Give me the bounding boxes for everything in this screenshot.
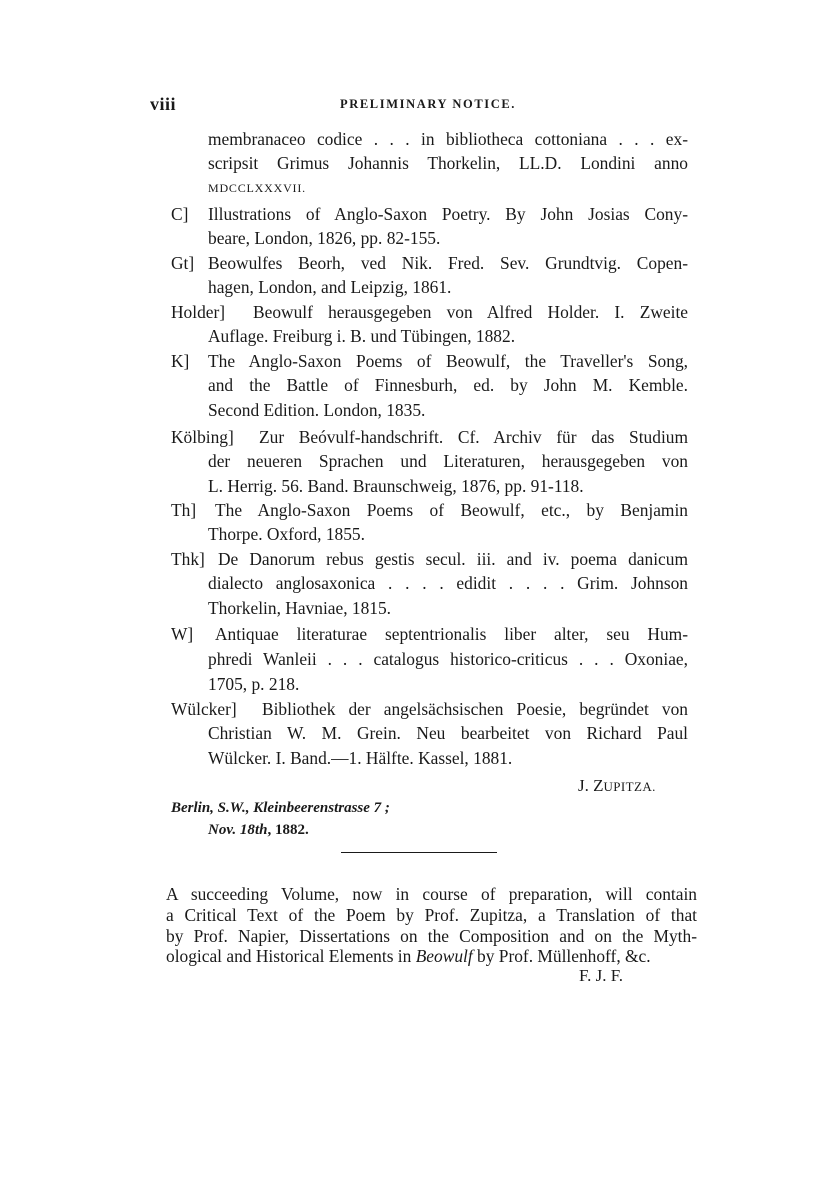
- entry-c-line-2: beare, London, 1826, pp. 82-155.: [208, 228, 441, 248]
- note-line-3: by Prof. Napier, Dissertations on the Composition and on the Myth-: [166, 926, 697, 946]
- entry-k-line-1: The Anglo-Saxon Poems of Beowulf, the Traveller's Song,: [208, 351, 688, 371]
- signature-initial: J. Z: [578, 776, 604, 795]
- entry-holder-line-2: Auflage. Freiburg i. B. und Tübingen, 1882.: [208, 326, 516, 346]
- section-divider: [341, 852, 497, 853]
- entry-thk-line-3: Thorkelin, Havniae, 1815.: [208, 598, 392, 618]
- page-number: viii: [150, 94, 177, 114]
- entry-th-line-1: The Anglo-Saxon Poems of Beowulf, etc., by Benjamin: [215, 500, 688, 520]
- entry-k-line-3: Second Edition. London, 1835.: [208, 400, 426, 420]
- note-line-4-end: by Prof. Müllenhoff, &c.: [472, 946, 651, 966]
- continuation-line-2: scripsit Grimus Johannis Thorkelin, LL.D. Londini anno: [208, 153, 688, 173]
- continuation-line-1: membranaceo codice . . . in bibliotheca cottoniana . . . ex-: [208, 129, 688, 149]
- entry-tag: C]: [171, 204, 189, 224]
- entry-wulcker-line-3: Wülcker. I. Band.—1. Hälfte. Kassel, 1881.: [208, 748, 513, 768]
- entry-holder-line-1: Beowulf herausgegeben von Alfred Holder. I. Zweite: [253, 302, 688, 322]
- entry-thk-line-2: dialecto anglosaxonica . . . . edidit . . . . Grim. Johnson: [208, 573, 688, 593]
- entry-w-line-3: 1705, p. 218.: [208, 674, 300, 694]
- note-line-1: A succeeding Volume, now in course of preparation, will contain: [166, 884, 697, 904]
- entry-tag: K]: [171, 351, 190, 371]
- entry-th-line-2: Thorpe. Oxford, 1855.: [208, 524, 365, 544]
- date-line: [208, 822, 309, 839]
- continuation-line-3: MDCCLXXXVII.: [208, 181, 306, 195]
- entry-thk-line-1: De Danorum rebus gestis secul. iii. and iv. poema danicum: [218, 549, 688, 569]
- entry-tag: Th]: [171, 500, 197, 520]
- date-year: , 1882.: [267, 822, 309, 838]
- entry-gt-line-2: hagen, London, and Leipzig, 1861.: [208, 277, 452, 297]
- note-initials: F. J. F.: [579, 966, 624, 985]
- entry-tag: Thk]: [171, 549, 205, 569]
- entry-wulcker-line-1: Bibliothek der angelsächsischen Poesie, begründet von: [262, 699, 688, 719]
- entry-tag: Gt]: [171, 253, 195, 273]
- place-line: Berlin, S.W., Kleinbeerenstrasse 7 ;: [171, 800, 390, 816]
- entry-gt-line-1: Beowulfes Beorh, ved Nik. Fred. Sev. Grundtvig. Copen-: [208, 253, 688, 273]
- entry-tag: Holder]: [171, 302, 226, 322]
- entry-k-line-2: and the Battle of Finnesburh, ed. by John M. Kemble.: [208, 375, 688, 395]
- entry-tag: Kölbing]: [171, 427, 234, 447]
- signature: [578, 776, 656, 796]
- signature-surname: UPITZA.: [603, 779, 656, 794]
- note-line-2: a Critical Text of the Poem by Prof. Zupitza, a Translation of that: [166, 905, 697, 925]
- entry-tag: W]: [171, 624, 194, 644]
- entry-wulcker-line-2: Christian W. M. Grein. Neu bearbeitet von Richard Paul: [208, 723, 688, 743]
- entry-kolbing-line-3: L. Herrig. 56. Band. Braunschweig, 1876, pp. 91-118.: [208, 476, 584, 496]
- entry-c-line-1: Illustrations of Anglo-Saxon Poetry. By John Josias Cony-: [208, 204, 688, 224]
- note-line-4: [166, 946, 651, 967]
- running-title: PRELIMINARY NOTICE.: [340, 97, 517, 111]
- entry-kolbing-line-1: Zur Beóvulf-handschrift. Cf. Archiv für das Studium: [259, 427, 688, 447]
- running-head: [150, 94, 710, 116]
- entry-w-line-2: phredi Wanleii . . . catalogus historico-criticus . . . Oxoniae,: [208, 649, 688, 669]
- date-month: Nov. 18: [208, 822, 255, 838]
- note-beowulf-title: Beowulf: [415, 946, 473, 966]
- entry-w-line-1: Antiquae literaturae septentrionalis liber alter, seu Hum-: [215, 624, 688, 644]
- note-line-4-start: ological and Historical Elements in: [166, 946, 416, 966]
- entry-tag: Wülcker]: [171, 699, 237, 719]
- entry-kolbing-line-2: der neueren Sprachen und Literaturen, herausgegeben von: [208, 451, 688, 471]
- date-suffix: th: [254, 822, 268, 838]
